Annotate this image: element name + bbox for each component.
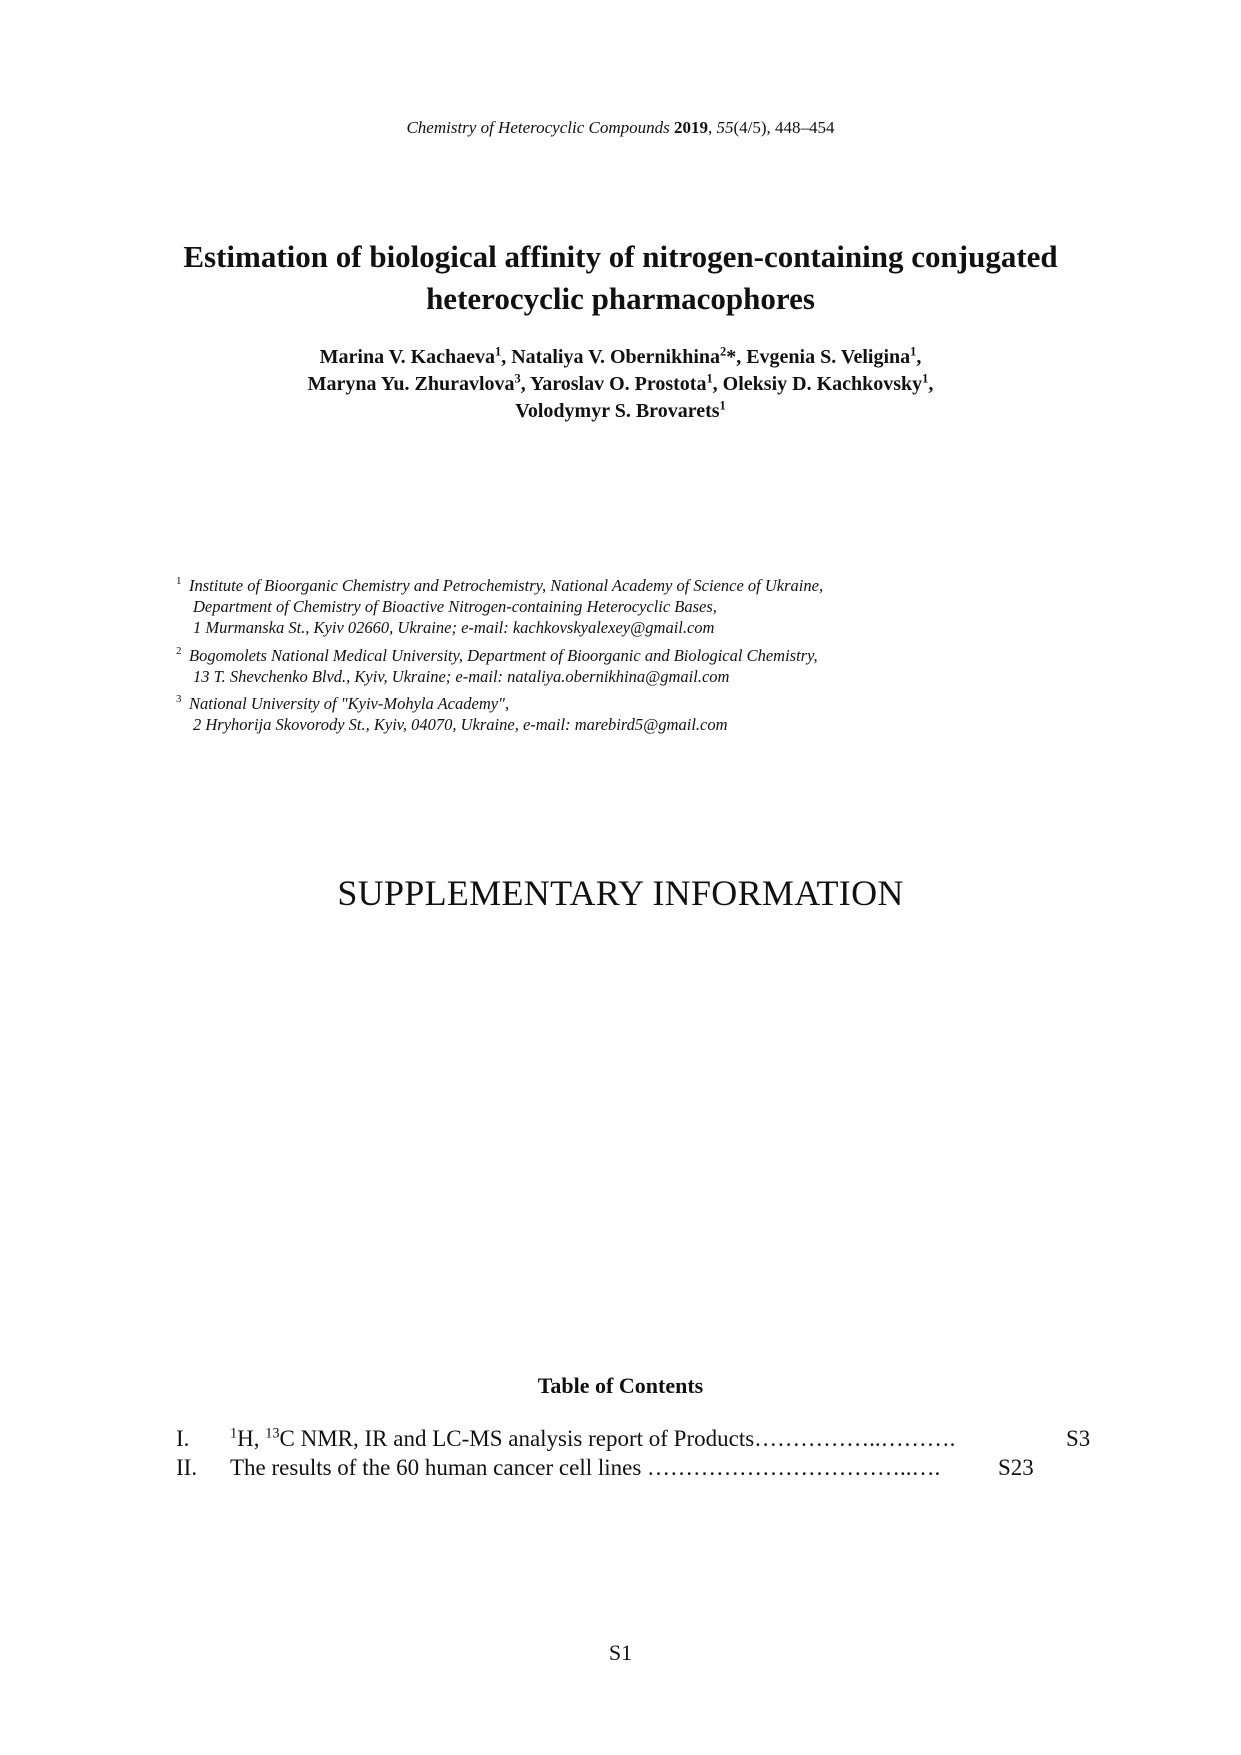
- affiliation-line: National University of "Kyiv-Mohyla Academy",: [189, 694, 510, 713]
- author-line-2: Maryna Yu. Zhuravlova$^3$, Yaroslav O. Prostota$^1$, Oleksiy D. Kachkovsky$^1$,: [307, 371, 934, 395]
- affiliation-number: 2: [176, 645, 182, 657]
- toc-heading: Table of Contents: [537, 1373, 704, 1398]
- affiliation-line: 2 Hryhorija Skovorody St., Kyiv, 04070, Ukraine, e-mail: marebird5@gmail.com: [193, 715, 728, 734]
- author-name: Maryna Yu. Zhuravlova: [307, 373, 515, 395]
- corresponding-author-mark: *: [726, 346, 737, 368]
- toc-entry[interactable]: [176, 1426, 1096, 1456]
- toc-entry-title: The results of the 60 human cancer cell lines ……………………………..….: [230, 1455, 941, 1480]
- journal-citation: Chemistry of Heterocyclic Compounds 2019, 55(4/5), 448–454: [406, 118, 835, 137]
- toc-entry-title: $^1$H, $^{13}$C NMR, IR and LC-MS analysis report of Products……………..……….: [230, 1425, 956, 1451]
- author-affiliation-mark: 3: [514, 371, 521, 386]
- affiliation-number: 1: [176, 575, 182, 587]
- author-affiliation-mark: 1: [910, 344, 917, 359]
- author-name: Evgenia S. Veligina: [746, 346, 911, 368]
- supplementary-heading: SUPPLEMENTARY INFORMATION: [337, 873, 904, 913]
- author-affiliation-mark: 1: [495, 344, 502, 359]
- toc-entry-page: S3: [1066, 1426, 1091, 1451]
- page-number: S1: [608, 1640, 633, 1665]
- author-name: Oleksiy D. Kachkovsky: [722, 373, 923, 395]
- toc-entry-page: S23: [998, 1455, 1034, 1480]
- journal-name: Chemistry of Heterocyclic Compounds: [406, 118, 670, 137]
- author-name: Volodymyr S. Brovarets: [515, 400, 720, 422]
- author-name: Nataliya V. Obernikhina: [511, 346, 720, 368]
- author-list: [0, 344, 1241, 425]
- affiliation-3: [176, 693, 1156, 735]
- affiliation-line: Department of Chemistry of Bioactive Nitrogen-containing Heterocyclic Bases,: [193, 597, 717, 616]
- author-affiliation-mark: 1: [719, 398, 726, 413]
- journal-year: 2019: [674, 118, 708, 137]
- journal-pages: 448–454: [775, 118, 835, 137]
- affiliation-2: [176, 645, 1156, 687]
- affiliation-line: 1 Murmanska St., Kyiv 02660, Ukraine; e-mail: kachkovskyalexey@gmail.com: [193, 618, 715, 637]
- author-name: Marina V. Kachaeva: [319, 346, 496, 368]
- title-line-1: Estimation of biological affinity of nitrogen-containing conjugated: [183, 239, 1058, 274]
- affiliation-number: 3: [176, 693, 182, 705]
- affiliation-line: Institute of Bioorganic Chemistry and Petrochemistry, National Academy of Science of Ukraine,: [189, 576, 824, 595]
- author-affiliation-mark: 1: [922, 371, 929, 386]
- affiliation-line: Bogomolets National Medical University, Department of Bioorganic and Biological Chemistry,: [189, 646, 818, 665]
- affiliation-1: [176, 575, 1156, 638]
- author-line-1: Marina V. Kachaeva$^1$, Nataliya V. Obernikhina$^2$*, Evgenia S. Veligina$^1$,: [319, 344, 922, 368]
- journal-issue: (4/5): [733, 118, 767, 137]
- toc-entry[interactable]: [176, 1455, 1096, 1485]
- toc-entry-number: I.: [176, 1426, 190, 1451]
- title-line-2: heterocyclic pharmacophores: [426, 281, 815, 316]
- article-title: [0, 236, 1241, 320]
- journal-volume: 55: [716, 118, 734, 137]
- affiliation-line: 13 T. Shevchenko Blvd., Kyiv, Ukraine; e-mail: nataliya.obernikhina@gmail.com: [193, 667, 730, 686]
- author-name: Yaroslav O. Prostota: [529, 373, 707, 395]
- author-affiliation-mark: 2: [720, 344, 727, 359]
- author-affiliation-mark: 1: [706, 371, 713, 386]
- author-line-3: [0, 398, 1241, 425]
- toc-entry-number: II.: [176, 1455, 198, 1480]
